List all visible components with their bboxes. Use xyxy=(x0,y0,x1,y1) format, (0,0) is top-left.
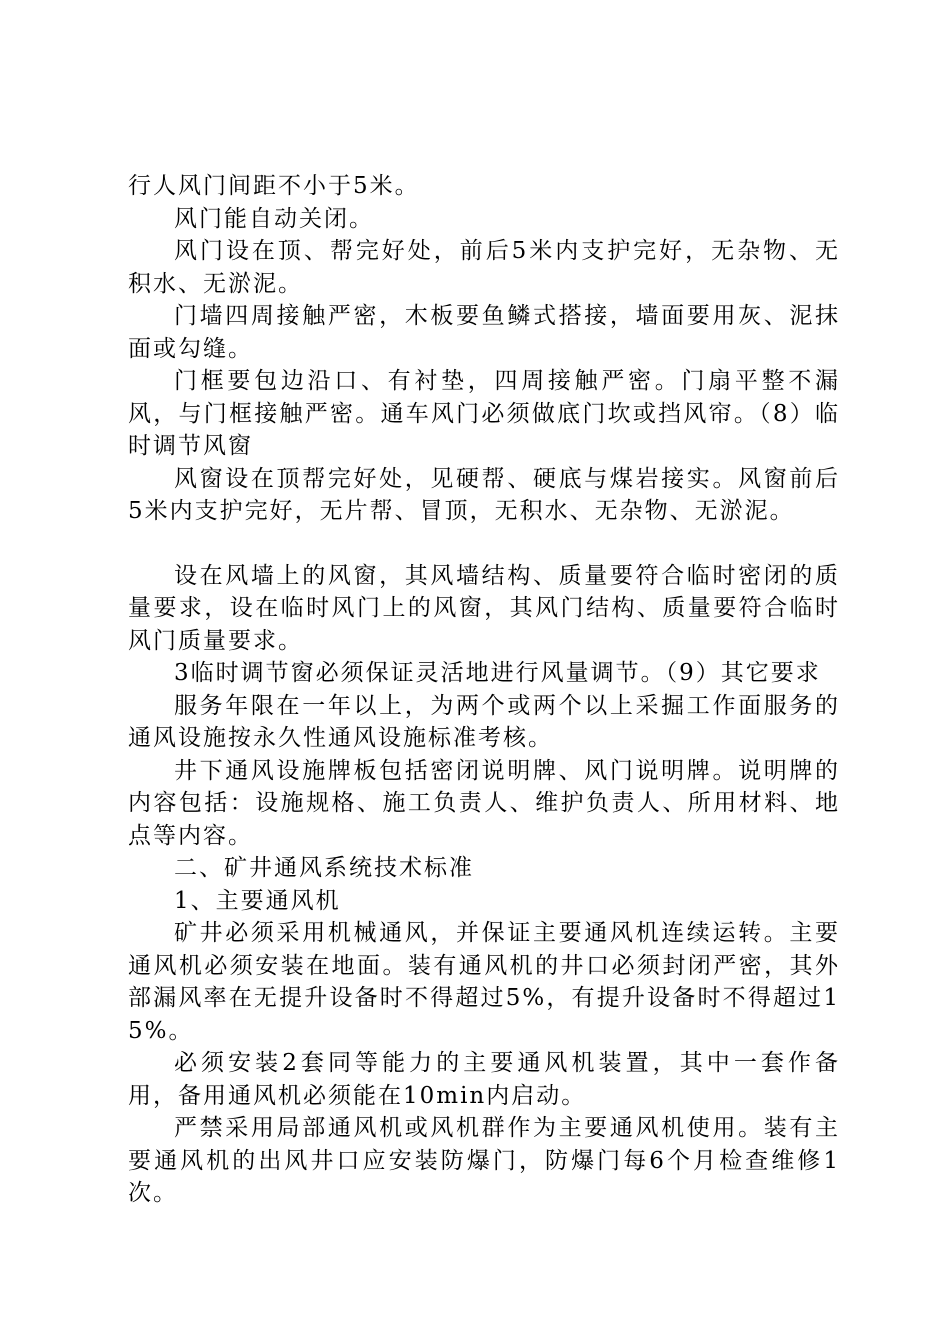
paragraph-adjust-window: 3临时调节窗必须保证灵活地进行风量调节。（9）其它要求 xyxy=(174,660,821,686)
paragraph-signboard: 井下通风设施牌板包括密闭说明牌、风门说明牌。说明牌的内容包括：设施规格、施工负责人、维护负责人、所用材料、地点等内容。 xyxy=(128,757,840,849)
document-body xyxy=(128,170,840,1210)
paragraph-window-location: 风窗设在顶帮完好处，见硬帮、硬底与煤岩接实。风窗前后5米内支护完好，无片帮、冒顶，无积水、无杂物、无淤泥。 xyxy=(128,465,840,524)
subsection-heading-main-fan: 1、主要通风机 xyxy=(174,887,341,914)
paragraph-door-location: 风门设在顶、帮完好处，前后5米内支护完好，无杂物、无积水、无淤泥。 xyxy=(128,238,840,297)
paragraph-mechanical-ventilation: 矿井必须采用机械通风，并保证主要通风机连续运转。主要通风机必须安装在地面。装有通风机的井口必须封闭严密，其外部漏风率在无提升设备时不得超过5%，有提升设备时不得超过15%。 xyxy=(128,920,840,1044)
paragraph-explosion-door: 严禁采用局部通风机或风机群作为主要通风机使用。装有主要通风机的出风井口应安装防爆门，防爆门每6个月检查维修1次。 xyxy=(128,1115,840,1206)
paragraph-door-auto-close: 风门能自动关闭。 xyxy=(174,205,374,232)
paragraph-door-wall: 门墙四周接触严密，木板要鱼鳞式搭接，墙面要用灰、泥抹面或勾缝。 xyxy=(128,303,840,362)
paragraph-continuation: 行人风门间距不小于5米。 xyxy=(128,173,420,199)
section-heading-ventilation-standard: 二、矿井通风系统技术标准 xyxy=(174,855,474,881)
paragraph-service-life: 服务年限在一年以上，为两个或两个以上采掘工作面服务的通风设施按永久性通风设施标准考核。 xyxy=(128,692,840,751)
paragraph-door-frame: 门框要包边沿口、有衬垫，四周接触严密。门扇平整不漏风，与门框接触严密。通车风门必须做底门坎或挡风帘。（8）临时调节风窗 xyxy=(128,368,840,459)
paragraph-window-wall: 设在风墙上的风窗，其风墙结构、质量要符合临时密闭的质量要求，设在临时风门上的风窗，其风门结构、质量要符合临时风门质量要求。 xyxy=(128,562,840,654)
paragraph-backup-fan: 必须安装2套同等能力的主要通风机装置，其中一套作备用，备用通风机必须能在10min内启动。 xyxy=(128,1050,840,1109)
